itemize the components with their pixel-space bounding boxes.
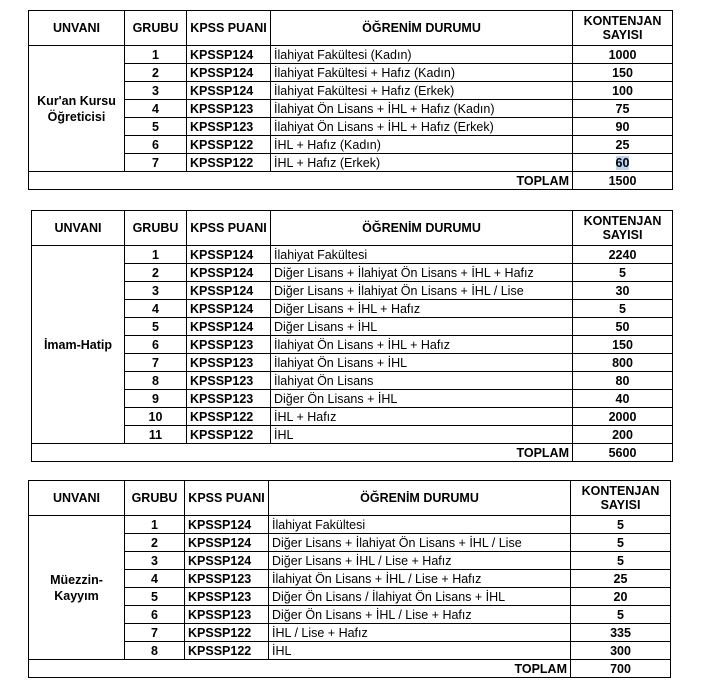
group-number-text: 7 (151, 625, 158, 640)
group-number (125, 318, 187, 336)
quota-count-text: 150 (612, 337, 633, 352)
quota-count-text: 50 (615, 319, 630, 334)
quota-count (573, 46, 673, 64)
group-number-text: 1 (152, 47, 159, 62)
kpss-score-type-text: KPSSP123 (190, 355, 254, 370)
total-label: TOPLAM (32, 444, 573, 462)
education-status (271, 336, 573, 354)
kpss-score-type (187, 100, 271, 118)
kpss-score-type (187, 46, 271, 64)
kpss-score-type (185, 588, 269, 606)
education-status-text: Diğer Lisans + İHL + Hafız (274, 301, 421, 316)
header-kpss: KPSS PUANI (185, 481, 269, 516)
quota-count (571, 534, 671, 552)
kpss-score-type-text: KPSSP124 (190, 319, 254, 334)
header-unvani: UNVANI (32, 211, 125, 246)
group-number-text: 3 (152, 83, 159, 98)
kpss-score-type-text: KPSSP124 (190, 83, 254, 98)
total-value: 700 (571, 660, 671, 678)
kpss-score-type-text: KPSSP124 (190, 65, 254, 80)
group-number (125, 336, 187, 354)
education-status-text: İHL / Lise + Hafız (272, 625, 368, 640)
header-row (29, 11, 673, 46)
kpss-score-type-text: KPSSP124 (190, 47, 254, 62)
education-status (269, 516, 571, 534)
group-number (125, 606, 185, 624)
kpss-score-type (185, 642, 269, 660)
group-number-text: 5 (152, 319, 159, 334)
table-row (29, 606, 671, 624)
kpss-score-type-text: KPSSP124 (190, 265, 254, 280)
kpss-score-type-text: KPSSP123 (190, 337, 254, 352)
quota-count-text: 40 (615, 391, 630, 406)
kpss-score-type (187, 336, 271, 354)
group-number (125, 46, 187, 64)
group-number-text: 4 (152, 301, 159, 316)
table-row (32, 318, 673, 336)
group-number (125, 136, 187, 154)
quota-count-text: 5 (617, 553, 624, 568)
quota-count-text: 75 (615, 101, 630, 116)
quota-count (573, 390, 673, 408)
group-number-text: 2 (151, 535, 158, 550)
table-row (29, 46, 673, 64)
quota-count-text: 150 (612, 65, 633, 80)
group-number (125, 408, 187, 426)
kpss-score-type-text: KPSSP123 (190, 101, 254, 116)
table-row (32, 336, 673, 354)
education-status-text: İHL (274, 427, 294, 442)
header-grubu: GRUBU (125, 481, 185, 516)
total-label: TOPLAM (29, 660, 571, 678)
kpss-score-type-text: KPSSP124 (190, 283, 254, 298)
table-row (29, 516, 671, 534)
education-status (271, 64, 573, 82)
kpss-score-type (187, 118, 271, 136)
education-status (271, 390, 573, 408)
education-status-text: Diğer Lisans + İHL / Lise + Hafız (272, 553, 452, 568)
kpss-score-type-text: KPSSP124 (190, 301, 254, 316)
quota-count-text: 100 (612, 83, 633, 98)
education-status-text: İlahiyat Fakültesi (272, 517, 366, 532)
quota-count (573, 426, 673, 444)
education-status (269, 534, 571, 552)
education-status-text: Diğer Ön Lisans + İHL / Lise + Hafız (272, 607, 472, 622)
quota-count (573, 408, 673, 426)
quota-count (573, 100, 673, 118)
quota-count-text: 2000 (608, 409, 637, 424)
group-number-text: 1 (151, 517, 158, 532)
header-ogrenim: ÖĞRENİM DURUMU (269, 481, 571, 516)
group-number-text: 7 (152, 155, 159, 170)
education-status-text: Diğer Ön Lisans / İlahiyat Ön Lisans + İHL (272, 589, 506, 604)
group-number-text: 2 (152, 265, 159, 280)
table-row (29, 642, 671, 660)
table-imam-hatip (31, 210, 673, 462)
position-title: İmam-Hatip (32, 246, 125, 444)
group-number (125, 426, 187, 444)
table-row (32, 390, 673, 408)
quota-count (571, 606, 671, 624)
group-number-text: 7 (152, 355, 159, 370)
kpss-score-type (187, 264, 271, 282)
kpss-score-type (185, 624, 269, 642)
quota-count (571, 570, 671, 588)
kpss-score-type (187, 354, 271, 372)
kpss-score-type (187, 408, 271, 426)
education-status-text: Diğer Lisans + İlahiyat Ön Lisans + İHL / Lise (274, 283, 524, 298)
quota-count (573, 372, 673, 390)
education-status-text: İHL + Hafız (Kadın) (274, 137, 381, 152)
table-row (32, 246, 673, 264)
group-number-text: 3 (151, 553, 158, 568)
kpss-score-type-text: KPSSP122 (190, 155, 254, 170)
education-status (269, 642, 571, 660)
table-row (29, 82, 673, 100)
education-status-text: İHL + Hafız (Erkek) (274, 155, 381, 170)
quota-count-text: 335 (610, 625, 631, 640)
kpss-score-type-text: KPSSP123 (188, 589, 252, 604)
education-status-text: İlahiyat Ön Lisans + İHL + Hafız (Erkek) (274, 119, 494, 134)
kpss-score-type (187, 64, 271, 82)
kpss-score-type (187, 390, 271, 408)
kpss-score-type-text: KPSSP123 (190, 119, 254, 134)
group-number-text: 5 (152, 119, 159, 134)
quota-count (571, 516, 671, 534)
header-grubu: GRUBU (125, 211, 187, 246)
group-number (125, 570, 185, 588)
education-status (271, 118, 573, 136)
quota-count-text: 5 (619, 301, 626, 316)
position-title: Kur'an Kursu Öğreticisi (29, 46, 125, 172)
education-status (269, 606, 571, 624)
kpss-score-type-text: KPSSP124 (188, 517, 252, 532)
education-status (271, 318, 573, 336)
group-number (125, 82, 187, 100)
education-status-text: Diğer Ön Lisans + İHL (274, 391, 398, 406)
quota-count-text: 800 (612, 355, 633, 370)
total-label: TOPLAM (29, 172, 573, 190)
quota-count (573, 118, 673, 136)
kpss-score-type (187, 246, 271, 264)
table-row (29, 588, 671, 606)
group-number (125, 372, 187, 390)
kpss-score-type (187, 154, 271, 172)
education-status-text: Diğer Lisans + İHL (274, 319, 378, 334)
kpss-score-type-text: KPSSP123 (188, 607, 252, 622)
group-number (125, 100, 187, 118)
education-status (271, 372, 573, 390)
quota-count-text: 2240 (608, 247, 637, 262)
education-status (271, 282, 573, 300)
kpss-score-type (187, 136, 271, 154)
education-status (271, 300, 573, 318)
education-status-text: İlahiyat Ön Lisans + İHL + Hafız (Kadın) (274, 101, 495, 116)
education-status-text: İlahiyat Fakültesi + Hafız (Kadın) (274, 65, 455, 80)
quota-count (571, 588, 671, 606)
kpss-score-type-text: KPSSP122 (188, 625, 252, 640)
total-value: 5600 (573, 444, 673, 462)
header-row (32, 211, 673, 246)
education-status-text: Diğer Lisans + İlahiyat Ön Lisans + İHL + Hafız (274, 265, 534, 280)
education-status (269, 552, 571, 570)
education-status-text: İHL (272, 643, 292, 658)
kpss-score-type-text: KPSSP122 (190, 427, 254, 442)
kpss-score-type-text: KPSSP123 (190, 391, 254, 406)
education-status-text: İlahiyat Ön Lisans + İHL (274, 355, 408, 370)
quota-count (573, 336, 673, 354)
group-number-text: 6 (152, 137, 159, 152)
kpss-score-type (185, 516, 269, 534)
education-status (271, 154, 573, 172)
kpss-score-type (185, 552, 269, 570)
header-ogrenim: ÖĞRENİM DURUMU (271, 211, 573, 246)
header-kpss: KPSS PUANI (187, 11, 271, 46)
group-number (125, 354, 187, 372)
quota-count-text: 80 (615, 373, 630, 388)
table-row (32, 300, 673, 318)
quota-count-text: 5 (617, 535, 624, 550)
education-status-text: İlahiyat Ön Lisans (274, 373, 374, 388)
education-status (269, 570, 571, 588)
group-number-text: 1 (152, 247, 159, 262)
table-row (29, 100, 673, 118)
kpss-score-type (185, 570, 269, 588)
group-number (125, 64, 187, 82)
kpss-score-type (187, 426, 271, 444)
table-row (29, 118, 673, 136)
group-number (125, 118, 187, 136)
kpss-score-type (187, 372, 271, 390)
education-status-text: İlahiyat Fakültesi + Hafız (Erkek) (274, 83, 455, 98)
quota-count (573, 354, 673, 372)
group-number (125, 390, 187, 408)
education-status (271, 408, 573, 426)
table-row (29, 64, 673, 82)
position-title: Müezzin-Kayyım (29, 516, 125, 660)
quota-count (573, 300, 673, 318)
table-muezzin-kayyim (28, 480, 671, 678)
table-row (32, 282, 673, 300)
header-kontenjan: KONTENJAN SAYISI (573, 211, 673, 246)
education-status (269, 624, 571, 642)
quota-count-text: 25 (613, 571, 628, 586)
kpss-score-type (185, 606, 269, 624)
total-value: 1500 (573, 172, 673, 190)
education-status (271, 46, 573, 64)
quota-count (571, 552, 671, 570)
group-number (125, 642, 185, 660)
table-row (29, 534, 671, 552)
group-number (125, 516, 185, 534)
education-status (271, 246, 573, 264)
group-number-text: 4 (152, 101, 159, 116)
total-row (29, 172, 673, 190)
group-number-text: 8 (151, 643, 158, 658)
kpss-score-type-text: KPSSP123 (190, 373, 254, 388)
quota-count (573, 264, 673, 282)
kpss-score-type-text: KPSSP122 (190, 137, 254, 152)
quota-count (573, 154, 673, 172)
education-status (271, 82, 573, 100)
group-number (125, 154, 187, 172)
kpss-score-type-text: KPSSP122 (188, 643, 252, 658)
quota-count (573, 136, 673, 154)
quota-count (573, 64, 673, 82)
kpss-score-type-text: KPSSP124 (190, 247, 254, 262)
quota-count (573, 282, 673, 300)
table-row (32, 264, 673, 282)
education-status (271, 354, 573, 372)
group-number (125, 624, 185, 642)
kpss-score-type (187, 300, 271, 318)
education-status (271, 100, 573, 118)
kpss-score-type (185, 534, 269, 552)
header-unvani: UNVANI (29, 481, 125, 516)
quota-count (573, 82, 673, 100)
education-status-text: Diğer Lisans + İlahiyat Ön Lisans + İHL / Lise (272, 535, 522, 550)
header-unvani: UNVANI (29, 11, 125, 46)
education-status-text: İlahiyat Ön Lisans + İHL / Lise + Hafız (272, 571, 482, 586)
education-status (271, 264, 573, 282)
quota-count-text: 20 (613, 589, 628, 604)
kpss-score-type-text: KPSSP122 (190, 409, 254, 424)
kpss-score-type (187, 318, 271, 336)
group-number-text: 8 (152, 373, 159, 388)
kpss-score-type-text: KPSSP123 (188, 571, 252, 586)
group-number-text: 11 (148, 427, 163, 442)
group-number (125, 552, 185, 570)
quota-count-text: 5 (617, 607, 624, 622)
table-row (32, 408, 673, 426)
total-row (29, 660, 671, 678)
header-kpss: KPSS PUANI (187, 211, 271, 246)
quota-count-text: 5 (619, 265, 626, 280)
education-status (271, 426, 573, 444)
quota-count-text: 300 (610, 643, 631, 658)
quota-count-text: 25 (615, 137, 630, 152)
quota-count-text: 30 (615, 283, 630, 298)
quota-count-text: 5 (617, 517, 624, 532)
group-number-text: 10 (148, 409, 163, 424)
table-row (29, 624, 671, 642)
group-number (125, 282, 187, 300)
group-number-text: 5 (151, 589, 158, 604)
group-number-text: 6 (151, 607, 158, 622)
header-ogrenim: ÖĞRENİM DURUMU (271, 11, 573, 46)
quota-count (573, 246, 673, 264)
header-kontenjan: KONTENJAN SAYISI (571, 481, 671, 516)
group-number-text: 3 (152, 283, 159, 298)
kpss-score-type (187, 282, 271, 300)
quota-count (571, 642, 671, 660)
quota-count (573, 318, 673, 336)
education-status (269, 588, 571, 606)
quota-count (571, 624, 671, 642)
kpss-score-type-text: KPSSP124 (188, 553, 252, 568)
total-row (32, 444, 673, 462)
kpss-score-type-text: KPSSP124 (188, 535, 252, 550)
group-number (125, 246, 187, 264)
quota-count-text: 60 (615, 155, 630, 170)
group-number (125, 534, 185, 552)
education-status-text: İlahiyat Ön Lisans + İHL + Hafız (274, 337, 451, 352)
table-row (29, 552, 671, 570)
table-row (29, 136, 673, 154)
education-status (271, 136, 573, 154)
group-number-text: 2 (152, 65, 159, 80)
group-number (125, 264, 187, 282)
table-row (29, 570, 671, 588)
quota-count-text: 90 (615, 119, 630, 134)
group-number-text: 6 (152, 337, 159, 352)
header-kontenjan: KONTENJAN SAYISI (573, 11, 673, 46)
header-row (29, 481, 671, 516)
group-number (125, 588, 185, 606)
quota-count-text: 200 (612, 427, 633, 442)
kpss-score-type (187, 82, 271, 100)
education-status-text: İHL + Hafız (274, 409, 337, 424)
group-number-text: 4 (151, 571, 158, 586)
education-status-text: İlahiyat Fakültesi (274, 247, 368, 262)
education-status-text: İlahiyat Fakültesi (Kadın) (274, 47, 412, 62)
header-grubu: GRUBU (125, 11, 187, 46)
table-row (32, 372, 673, 390)
table-row (32, 354, 673, 372)
table-row (32, 426, 673, 444)
table-row (29, 154, 673, 172)
table-kuran-kursu (28, 10, 673, 190)
group-number-text: 9 (152, 391, 159, 406)
group-number (125, 300, 187, 318)
quota-count-text: 1000 (608, 47, 637, 62)
